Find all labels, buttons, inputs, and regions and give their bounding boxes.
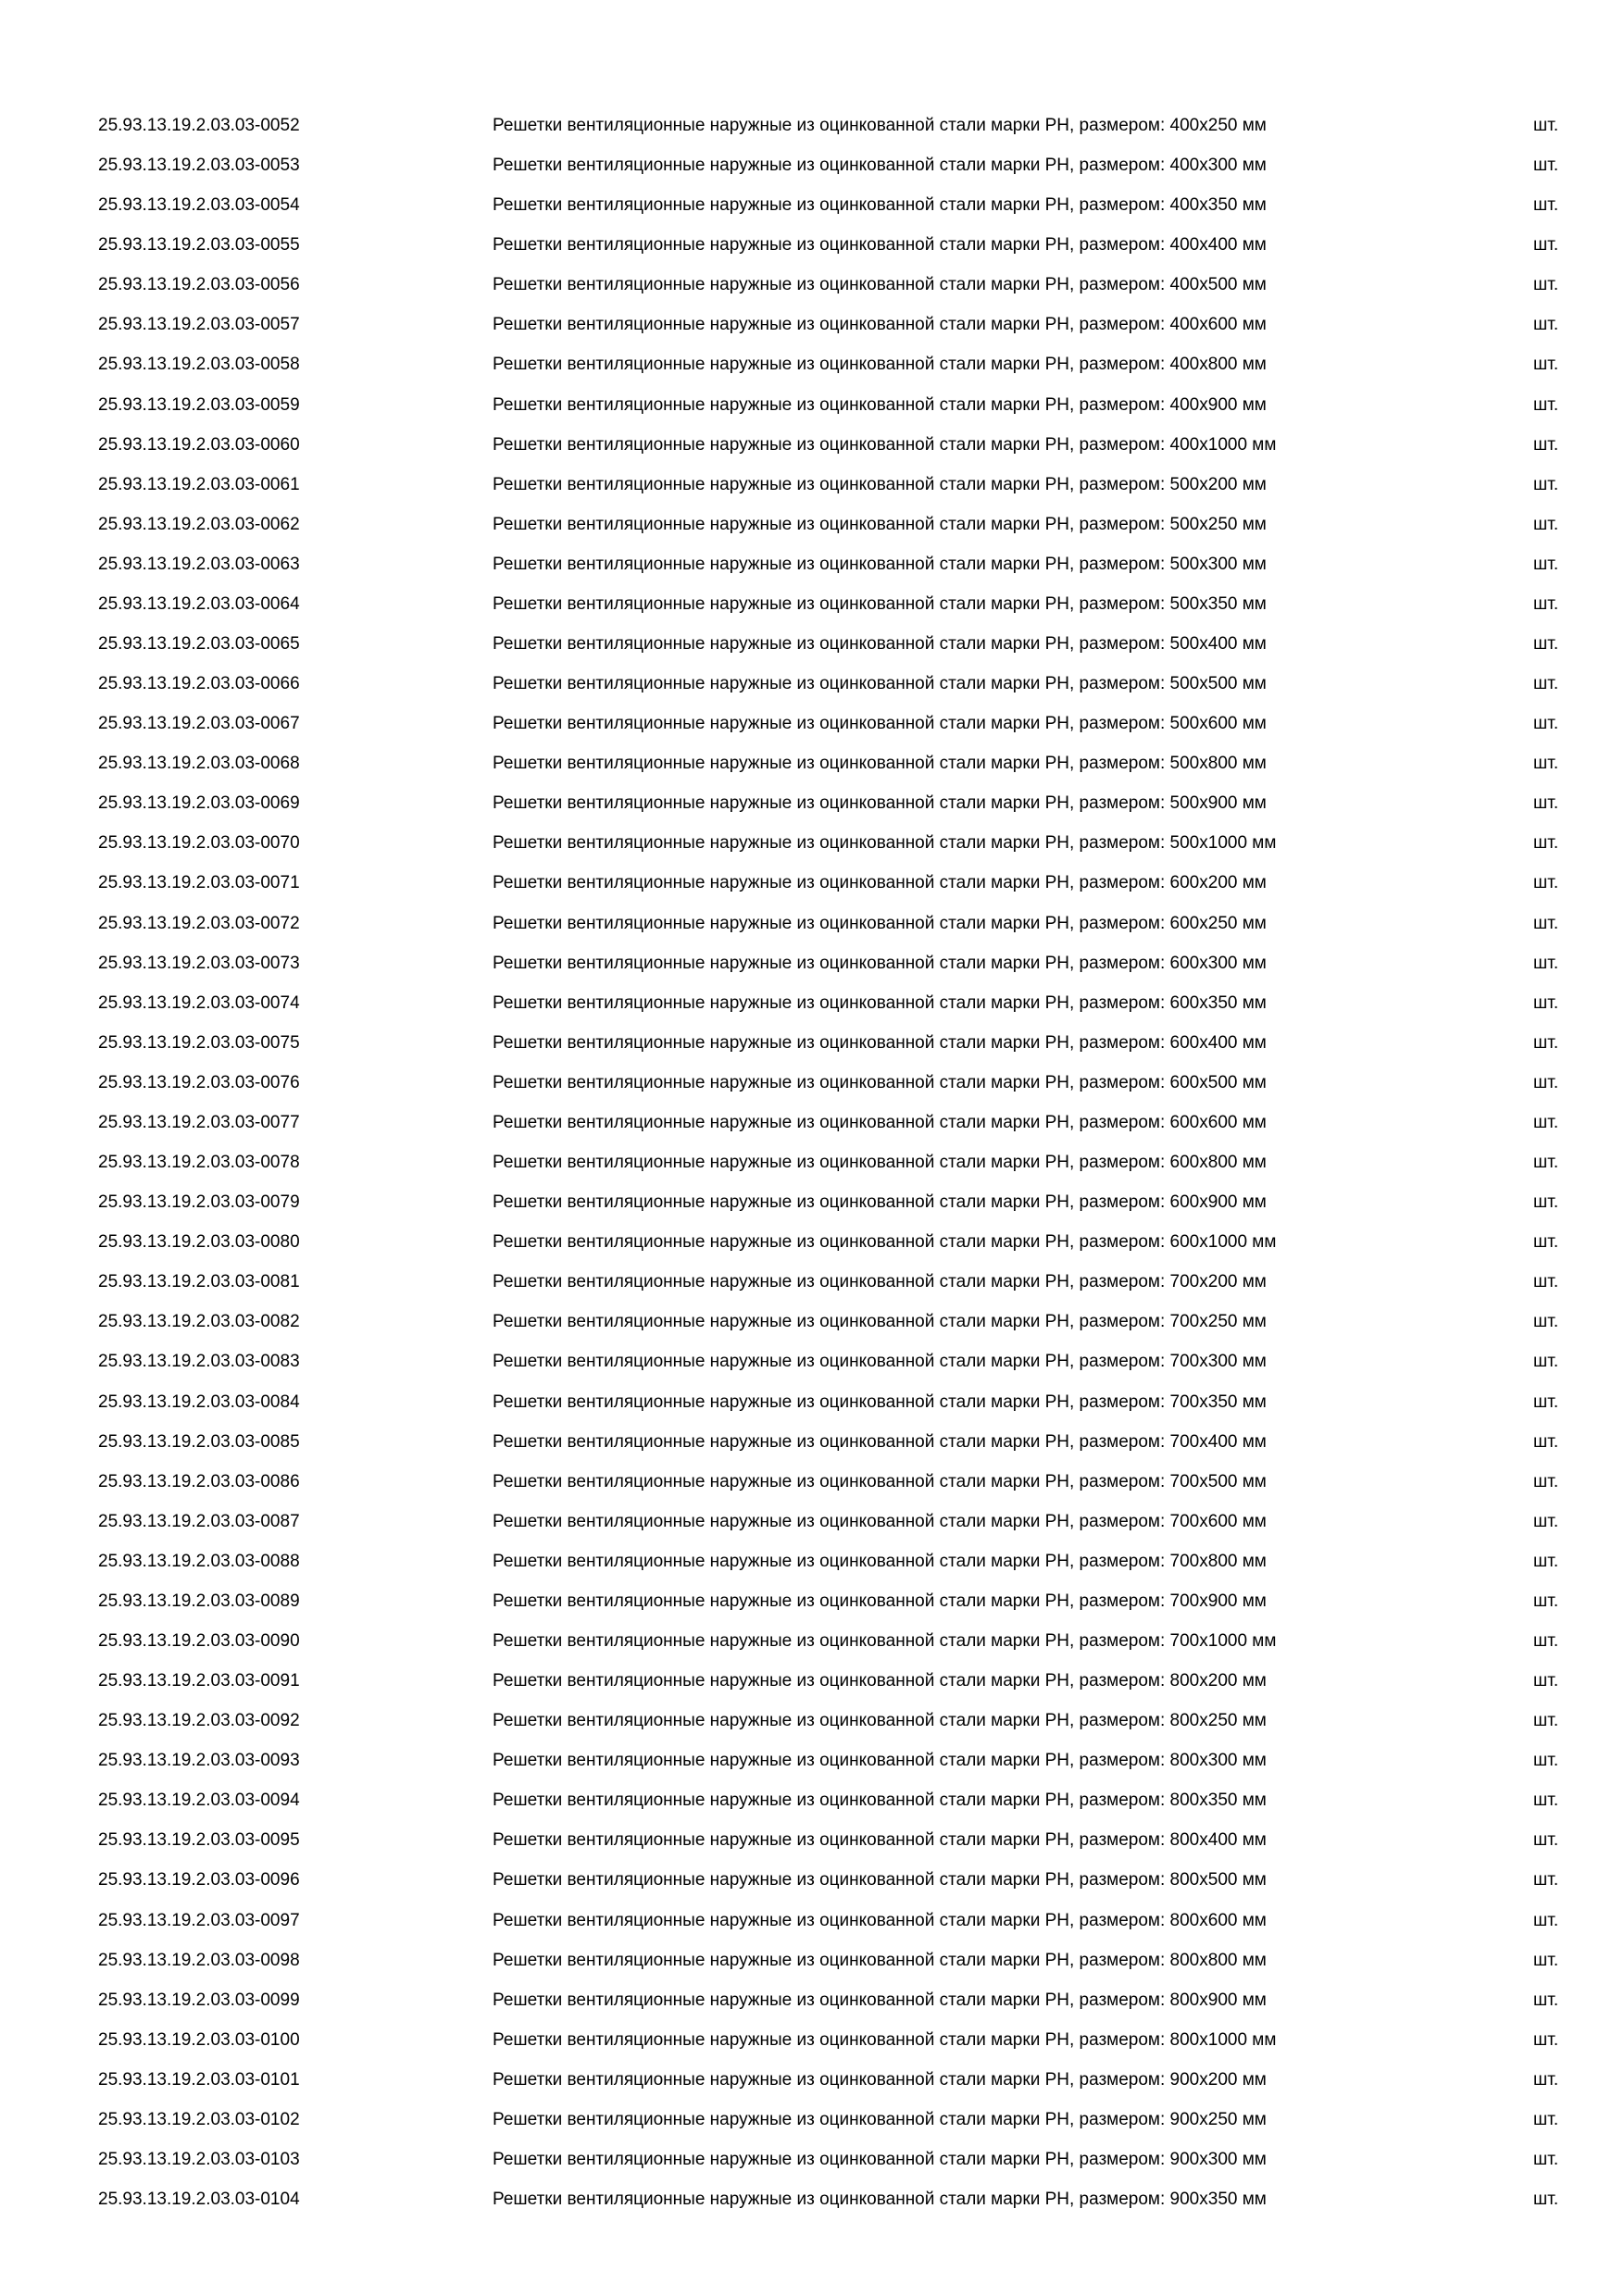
table-row [0, 624, 1624, 664]
unit-of-measure: шт. [1533, 1072, 1559, 1092]
resource-name: Решетки вентиляционные наружные из оцинкованной стали марки РН, размером: 700х300 мм [493, 1352, 1267, 1372]
table-row [0, 505, 1624, 544]
table-row [0, 863, 1624, 903]
resource-code: 25.93.13.19.2.03.03-0103 [98, 2149, 300, 2169]
resource-name: Решетки вентиляционные наружные из оцинкованной стали марки РН, размером: 600х1000 мм [493, 1232, 1277, 1253]
unit-of-measure: шт. [1533, 634, 1559, 655]
resource-name: Решетки вентиляционные наружные из оцинкованной стали марки РН, размером: 900х300 мм [493, 2149, 1267, 2169]
resource-code: 25.93.13.19.2.03.03-0070 [98, 833, 300, 854]
table-row [0, 1462, 1624, 1502]
resource-code: 25.93.13.19.2.03.03-0060 [98, 434, 300, 455]
unit-of-measure: шт. [1533, 554, 1559, 574]
unit-of-measure: шт. [1533, 394, 1559, 415]
resource-code: 25.93.13.19.2.03.03-0083 [98, 1352, 300, 1372]
resource-code: 25.93.13.19.2.03.03-0061 [98, 474, 300, 494]
resource-name: Решетки вентиляционные наружные из оцинкованной стали марки РН, размером: 500х800 мм [493, 754, 1267, 774]
unit-of-measure: шт. [1533, 434, 1559, 455]
table-row [0, 584, 1624, 624]
resource-code: 25.93.13.19.2.03.03-0088 [98, 1551, 300, 1571]
resource-name: Решетки вентиляционные наружные из оцинкованной стали марки РН, размером: 400х600 мм [493, 315, 1267, 335]
resource-code: 25.93.13.19.2.03.03-0097 [98, 1910, 300, 1930]
unit-of-measure: шт. [1533, 1391, 1559, 1412]
resource-code: 25.93.13.19.2.03.03-0074 [98, 992, 300, 1013]
table-row [0, 1502, 1624, 1541]
table-row [0, 1541, 1624, 1581]
resource-code: 25.93.13.19.2.03.03-0064 [98, 593, 300, 614]
resource-code: 25.93.13.19.2.03.03-0056 [98, 275, 300, 295]
resource-code: 25.93.13.19.2.03.03-0068 [98, 754, 300, 774]
unit-of-measure: шт. [1533, 1192, 1559, 1213]
table-row [0, 1980, 1624, 2020]
resource-name: Решетки вентиляционные наружные из оцинкованной стали марки РН, размером: 400х900 мм [493, 394, 1267, 415]
table-row [0, 1901, 1624, 1940]
resource-code: 25.93.13.19.2.03.03-0063 [98, 554, 300, 574]
unit-of-measure: шт. [1533, 1032, 1559, 1053]
unit-of-measure: шт. [1533, 953, 1559, 973]
resource-name: Решетки вентиляционные наружные из оцинкованной стали марки РН, размером: 800х250 мм [493, 1711, 1267, 1731]
table-row [0, 783, 1624, 823]
resource-code: 25.93.13.19.2.03.03-0093 [98, 1751, 300, 1771]
resource-code: 25.93.13.19.2.03.03-0087 [98, 1511, 300, 1531]
resource-name: Решетки вентиляционные наружные из оцинкованной стали марки РН, размером: 800х900 мм [493, 1990, 1267, 2010]
resource-name: Решетки вентиляционные наружные из оцинкованной стали марки РН, размером: 500х250 мм [493, 514, 1267, 534]
unit-of-measure: шт. [1533, 1990, 1559, 2010]
resource-code: 25.93.13.19.2.03.03-0052 [98, 116, 300, 135]
resource-name: Решетки вентиляционные наружные из оцинкованной стали марки РН, размером: 400х300 мм [493, 156, 1267, 176]
unit-of-measure: шт. [1533, 1232, 1559, 1253]
unit-of-measure: шт. [1533, 1471, 1559, 1491]
unit-of-measure: шт. [1533, 793, 1559, 814]
unit-of-measure: шт. [1533, 1910, 1559, 1930]
unit-of-measure: шт. [1533, 2149, 1559, 2169]
resource-name: Решетки вентиляционные наружные из оцинкованной стали марки РН, размером: 700х800 мм [493, 1551, 1267, 1571]
resource-name: Решетки вентиляционные наружные из оцинкованной стали марки РН, размером: 600х500 мм [493, 1072, 1267, 1092]
resource-code: 25.93.13.19.2.03.03-0086 [98, 1471, 300, 1491]
price-list-table [0, 106, 1624, 2219]
unit-of-measure: шт. [1533, 116, 1559, 135]
unit-of-measure: шт. [1533, 1272, 1559, 1292]
unit-of-measure: шт. [1533, 1153, 1559, 1173]
resource-name: Решетки вентиляционные наружные из оцинкованной стали марки РН, размером: 700х1000 мм [493, 1630, 1277, 1651]
table-row [0, 1302, 1624, 1341]
table-row [0, 1063, 1624, 1103]
resource-name: Решетки вентиляционные наружные из оцинкованной стали марки РН, размером: 800х300 мм [493, 1751, 1267, 1771]
resource-code: 25.93.13.19.2.03.03-0075 [98, 1032, 300, 1053]
resource-code: 25.93.13.19.2.03.03-0071 [98, 873, 300, 893]
unit-of-measure: шт. [1533, 1591, 1559, 1611]
unit-of-measure: шт. [1533, 714, 1559, 734]
resource-name: Решетки вентиляционные наружные из оцинкованной стали марки РН, размером: 700х900 мм [493, 1591, 1267, 1611]
table-row [0, 1142, 1624, 1182]
resource-name: Решетки вентиляционные наружные из оцинкованной стали марки РН, размером: 500х350 мм [493, 593, 1267, 614]
unit-of-measure: шт. [1533, 1551, 1559, 1571]
resource-name: Решетки вентиляционные наружные из оцинкованной стали марки РН, размером: 700х600 мм [493, 1511, 1267, 1531]
resource-code: 25.93.13.19.2.03.03-0096 [98, 1870, 300, 1890]
resource-code: 25.93.13.19.2.03.03-0054 [98, 195, 300, 216]
unit-of-measure: шт. [1533, 913, 1559, 933]
resource-name: Решетки вентиляционные наружные из оцинкованной стали марки РН, размером: 900х200 мм [493, 2069, 1267, 2090]
table-row [0, 1661, 1624, 1701]
resource-name: Решетки вентиляционные наружные из оцинкованной стали марки РН, размером: 700х250 мм [493, 1312, 1267, 1332]
resource-name: Решетки вентиляционные наружные из оцинкованной стали марки РН, размером: 500х600 мм [493, 714, 1267, 734]
resource-name: Решетки вентиляционные наружные из оцинкованной стали марки РН, размером: 400х1000 мм [493, 434, 1277, 455]
resource-name: Решетки вентиляционные наружные из оцинкованной стали марки РН, размером: 400х250 мм [493, 116, 1267, 135]
resource-name: Решетки вентиляционные наружные из оцинкованной стали марки РН, размером: 400х400 мм [493, 235, 1267, 256]
unit-of-measure: шт. [1533, 1312, 1559, 1332]
resource-code: 25.93.13.19.2.03.03-0067 [98, 714, 300, 734]
unit-of-measure: шт. [1533, 195, 1559, 216]
unit-of-measure: шт. [1533, 355, 1559, 375]
table-row [0, 1103, 1624, 1142]
unit-of-measure: шт. [1533, 992, 1559, 1013]
resource-code: 25.93.13.19.2.03.03-0084 [98, 1391, 300, 1412]
table-row [0, 743, 1624, 783]
table-row [0, 145, 1624, 185]
table-row [0, 1222, 1624, 1262]
resource-code: 25.93.13.19.2.03.03-0099 [98, 1990, 300, 2010]
unit-of-measure: шт. [1533, 1791, 1559, 1811]
unit-of-measure: шт. [1533, 1751, 1559, 1771]
table-row [0, 1701, 1624, 1741]
resource-name: Решетки вентиляционные наружные из оцинкованной стали марки РН, размером: 600х300 мм [493, 953, 1267, 973]
resource-name: Решетки вентиляционные наружные из оцинкованной стали марки РН, размером: 600х250 мм [493, 913, 1267, 933]
resource-code: 25.93.13.19.2.03.03-0079 [98, 1192, 300, 1213]
unit-of-measure: шт. [1533, 2029, 1559, 2050]
table-row [0, 344, 1624, 384]
resource-code: 25.93.13.19.2.03.03-0072 [98, 913, 300, 933]
resource-name: Решетки вентиляционные наружные из оцинкованной стали марки РН, размером: 900х250 мм [493, 2109, 1267, 2129]
resource-code: 25.93.13.19.2.03.03-0102 [98, 2109, 300, 2129]
resource-name: Решетки вентиляционные наружные из оцинкованной стали марки РН, размером: 900х350 мм [493, 2190, 1267, 2210]
resource-name: Решетки вентиляционные наружные из оцинкованной стали марки РН, размером: 600х800 мм [493, 1153, 1267, 1173]
table-row [0, 544, 1624, 584]
resource-code: 25.93.13.19.2.03.03-0100 [98, 2029, 300, 2050]
resource-name: Решетки вентиляционные наружные из оцинкованной стали марки РН, размером: 400х350 мм [493, 195, 1267, 216]
unit-of-measure: шт. [1533, 1511, 1559, 1531]
unit-of-measure: шт. [1533, 674, 1559, 694]
unit-of-measure: шт. [1533, 235, 1559, 256]
unit-of-measure: шт. [1533, 873, 1559, 893]
table-row [0, 305, 1624, 344]
table-row [0, 385, 1624, 425]
resource-name: Решетки вентиляционные наружные из оцинкованной стали марки РН, размером: 700х350 мм [493, 1391, 1267, 1412]
table-row [0, 225, 1624, 265]
unit-of-measure: шт. [1533, 593, 1559, 614]
resource-name: Решетки вентиляционные наружные из оцинкованной стали марки РН, размером: 700х500 мм [493, 1471, 1267, 1491]
unit-of-measure: шт. [1533, 1711, 1559, 1731]
resource-name: Решетки вентиляционные наружные из оцинкованной стали марки РН, размером: 600х200 мм [493, 873, 1267, 893]
resource-code: 25.93.13.19.2.03.03-0085 [98, 1431, 300, 1452]
table-row [0, 2179, 1624, 2219]
table-row [0, 664, 1624, 704]
table-row [0, 1023, 1624, 1063]
resource-code: 25.93.13.19.2.03.03-0077 [98, 1112, 300, 1132]
table-row [0, 2060, 1624, 2100]
table-row [0, 106, 1624, 145]
resource-code: 25.93.13.19.2.03.03-0104 [98, 2190, 300, 2210]
table-row [0, 1262, 1624, 1302]
unit-of-measure: шт. [1533, 275, 1559, 295]
resource-code: 25.93.13.19.2.03.03-0076 [98, 1072, 300, 1092]
unit-of-measure: шт. [1533, 1830, 1559, 1851]
resource-code: 25.93.13.19.2.03.03-0095 [98, 1830, 300, 1851]
resource-name: Решетки вентиляционные наружные из оцинкованной стали марки РН, размером: 600х350 мм [493, 992, 1267, 1013]
unit-of-measure: шт. [1533, 514, 1559, 534]
unit-of-measure: шт. [1533, 1431, 1559, 1452]
resource-code: 25.93.13.19.2.03.03-0092 [98, 1711, 300, 1731]
resource-name: Решетки вентиляционные наружные из оцинкованной стали марки РН, размером: 500х900 мм [493, 793, 1267, 814]
resource-name: Решетки вентиляционные наружные из оцинкованной стали марки РН, размером: 800х350 мм [493, 1791, 1267, 1811]
resource-code: 25.93.13.19.2.03.03-0094 [98, 1791, 300, 1811]
table-row [0, 823, 1624, 863]
table-row [0, 904, 1624, 943]
resource-name: Решетки вентиляционные наружные из оцинкованной стали марки РН, размером: 600х900 мм [493, 1192, 1267, 1213]
resource-code: 25.93.13.19.2.03.03-0069 [98, 793, 300, 814]
table-row [0, 1422, 1624, 1462]
resource-code: 25.93.13.19.2.03.03-0058 [98, 355, 300, 375]
table-row [0, 2020, 1624, 2060]
unit-of-measure: шт. [1533, 1870, 1559, 1890]
resource-code: 25.93.13.19.2.03.03-0062 [98, 514, 300, 534]
resource-code: 25.93.13.19.2.03.03-0082 [98, 1312, 300, 1332]
resource-code: 25.93.13.19.2.03.03-0089 [98, 1591, 300, 1611]
table-row [0, 425, 1624, 465]
resource-name: Решетки вентиляционные наружные из оцинкованной стали марки РН, размером: 400х500 мм [493, 275, 1267, 295]
resource-code: 25.93.13.19.2.03.03-0098 [98, 1950, 300, 1970]
resource-name: Решетки вентиляционные наружные из оцинкованной стали марки РН, размером: 800х400 мм [493, 1830, 1267, 1851]
resource-code: 25.93.13.19.2.03.03-0073 [98, 953, 300, 973]
table-row [0, 185, 1624, 225]
unit-of-measure: шт. [1533, 833, 1559, 854]
table-row [0, 1741, 1624, 1780]
resource-name: Решетки вентиляционные наружные из оцинкованной стали марки РН, размером: 500х300 мм [493, 554, 1267, 574]
table-row [0, 265, 1624, 305]
unit-of-measure: шт. [1533, 1671, 1559, 1691]
resource-name: Решетки вентиляционные наружные из оцинкованной стали марки РН, размером: 500х500 мм [493, 674, 1267, 694]
resource-name: Решетки вентиляционные наружные из оцинкованной стали марки РН, размером: 700х200 мм [493, 1272, 1267, 1292]
table-row [0, 1382, 1624, 1422]
resource-code: 25.93.13.19.2.03.03-0065 [98, 634, 300, 655]
resource-code: 25.93.13.19.2.03.03-0078 [98, 1153, 300, 1173]
unit-of-measure: шт. [1533, 2069, 1559, 2090]
table-row [0, 1780, 1624, 1820]
resource-name: Решетки вентиляционные наружные из оцинкованной стали марки РН, размером: 800х800 мм [493, 1950, 1267, 1970]
table-row [0, 1940, 1624, 1980]
table-row [0, 2140, 1624, 2179]
resource-code: 25.93.13.19.2.03.03-0090 [98, 1630, 300, 1651]
unit-of-measure: шт. [1533, 1352, 1559, 1372]
resource-code: 25.93.13.19.2.03.03-0091 [98, 1671, 300, 1691]
resource-code: 25.93.13.19.2.03.03-0057 [98, 315, 300, 335]
table-row [0, 983, 1624, 1023]
unit-of-measure: шт. [1533, 1112, 1559, 1132]
resource-name: Решетки вентиляционные наружные из оцинкованной стали марки РН, размером: 500х200 мм [493, 474, 1267, 494]
unit-of-measure: шт. [1533, 1630, 1559, 1651]
table-row [0, 465, 1624, 505]
resource-code: 25.93.13.19.2.03.03-0059 [98, 394, 300, 415]
resource-name: Решетки вентиляционные наружные из оцинкованной стали марки РН, размером: 500х400 мм [493, 634, 1267, 655]
resource-code: 25.93.13.19.2.03.03-0080 [98, 1232, 300, 1253]
resource-name: Решетки вентиляционные наружные из оцинкованной стали марки РН, размером: 800х500 мм [493, 1870, 1267, 1890]
resource-name: Решетки вентиляционные наружные из оцинкованной стали марки РН, размером: 800х600 мм [493, 1910, 1267, 1930]
resource-name: Решетки вентиляционные наружные из оцинкованной стали марки РН, размером: 600х400 мм [493, 1032, 1267, 1053]
resource-code: 25.93.13.19.2.03.03-0055 [98, 235, 300, 256]
table-row [0, 1621, 1624, 1661]
resource-name: Решетки вентиляционные наружные из оцинкованной стали марки РН, размером: 400х800 мм [493, 355, 1267, 375]
resource-code: 25.93.13.19.2.03.03-0066 [98, 674, 300, 694]
unit-of-measure: шт. [1533, 754, 1559, 774]
table-row [0, 1341, 1624, 1381]
unit-of-measure: шт. [1533, 1950, 1559, 1970]
table-row [0, 1820, 1624, 1860]
table-row [0, 1860, 1624, 1900]
unit-of-measure: шт. [1533, 315, 1559, 335]
table-row [0, 704, 1624, 743]
resource-name: Решетки вентиляционные наружные из оцинкованной стали марки РН, размером: 700х400 мм [493, 1431, 1267, 1452]
unit-of-measure: шт. [1533, 156, 1559, 176]
table-row [0, 943, 1624, 983]
resource-code: 25.93.13.19.2.03.03-0053 [98, 156, 300, 176]
resource-name: Решетки вентиляционные наружные из оцинкованной стали марки РН, размером: 500х1000 мм [493, 833, 1277, 854]
unit-of-measure: шт. [1533, 2190, 1559, 2210]
resource-name: Решетки вентиляционные наружные из оцинкованной стали марки РН, размером: 800х1000 мм [493, 2029, 1277, 2050]
table-row [0, 1581, 1624, 1621]
table-row [0, 1182, 1624, 1222]
table-row [0, 2100, 1624, 2140]
resource-name: Решетки вентиляционные наружные из оцинкованной стали марки РН, размером: 800х200 мм [493, 1671, 1267, 1691]
resource-name: Решетки вентиляционные наружные из оцинкованной стали марки РН, размером: 600х600 мм [493, 1112, 1267, 1132]
unit-of-measure: шт. [1533, 2109, 1559, 2129]
resource-code: 25.93.13.19.2.03.03-0101 [98, 2069, 300, 2090]
unit-of-measure: шт. [1533, 474, 1559, 494]
resource-code: 25.93.13.19.2.03.03-0081 [98, 1272, 300, 1292]
